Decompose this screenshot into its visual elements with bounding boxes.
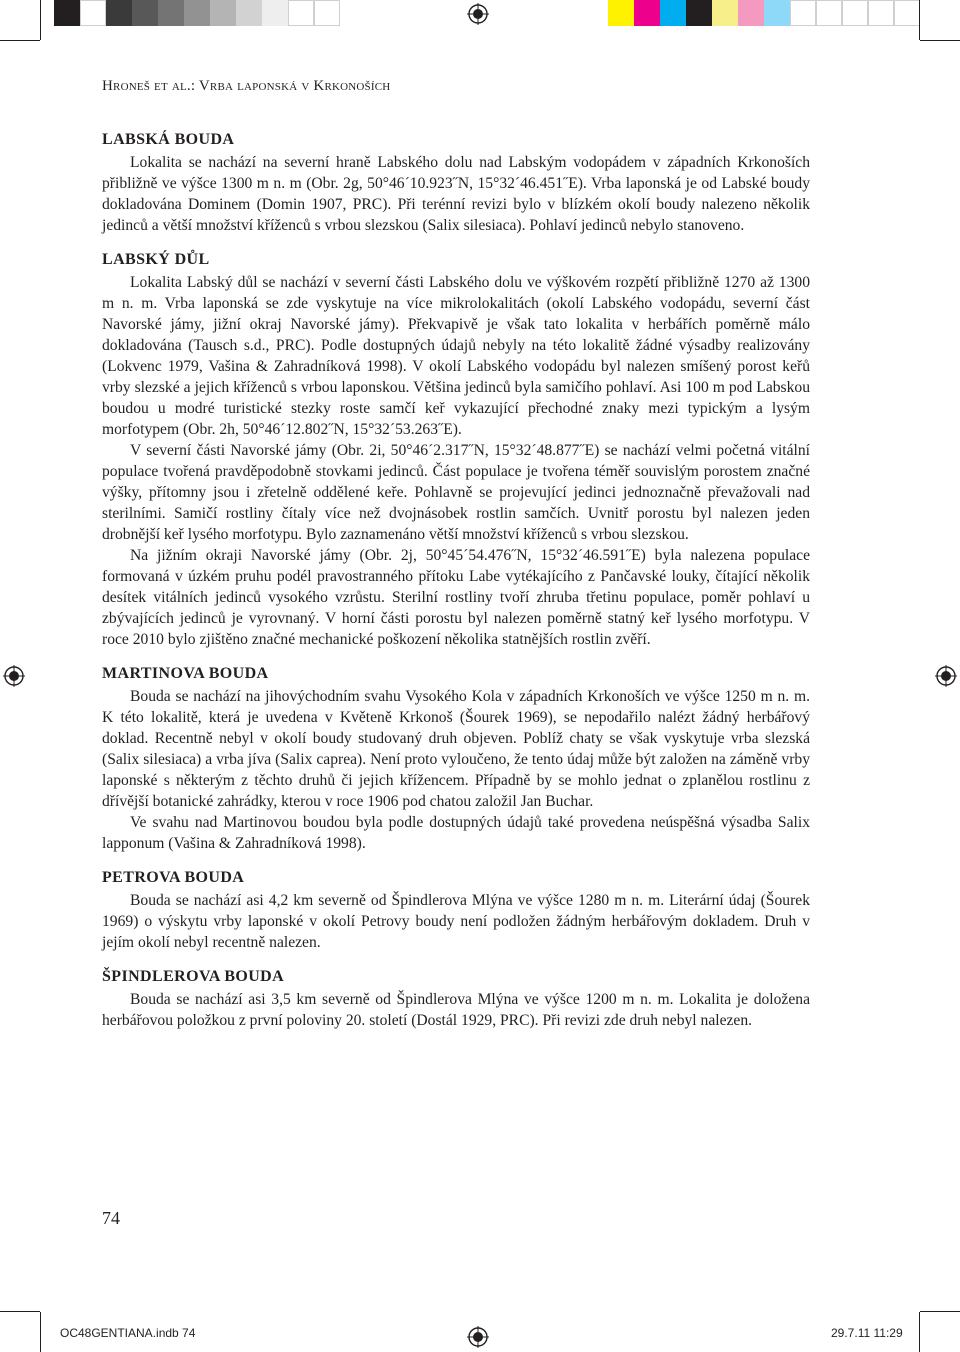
registration-mark-top-icon xyxy=(467,3,489,25)
section-heading: MARTINOVA BOUDA xyxy=(102,665,269,682)
registration-mark-bottom-icon xyxy=(467,1326,489,1348)
color-swatch xyxy=(608,0,634,26)
color-calibration-bar xyxy=(608,0,920,26)
color-swatch xyxy=(634,0,660,26)
crop-mark xyxy=(919,1312,920,1352)
paragraph: Na jižním okraji Navorské jámy (Obr. 2j, 50°45´54.476˝N, 15°32´46.591˝E) byla nalezena populace formovaná v úzkém pruhu podél pravostranného přítoku Labe vytékajícího z Pančavské louky, čítající několik desítek vitálních jedinců vysokého vzrůstu. Sterilní rostliny tvoří zhruba třetinu populace, poměr pohlaví u zbývajících jedinců je vyrovnaný. V horní části porostu byl nalezen poměrně statný keř lysého morfotypu. V roce 2010 bylo zjištěno značné mechanické poškození několika statnějších rostlin zvěří. xyxy=(102,547,810,648)
color-swatch xyxy=(816,0,842,26)
color-swatch xyxy=(314,0,340,26)
crop-mark xyxy=(920,1311,960,1312)
section-labsky-dul xyxy=(102,248,810,650)
section-spindlerova-bouda xyxy=(102,965,810,1031)
color-swatch xyxy=(288,0,314,26)
color-swatch xyxy=(842,0,868,26)
paragraph: Lokalita Labský důl se nachází v severní části Labského dolu ve výškovém rozpětí přibližně 1270 až 1300 m n. m. Vrba laponská se zde vyskytuje na více mikrolokalitách (okolí Labského vodopádu, severní část Navorské jámy, jižní okraj Navorské jámy). Překvapivě je však tato lokalita v herbářích poměrně málo dokladována (Tausch s.d., PRC). Podle dostupných údajů nebyly na této lokalitě žádné výsadby realizovány (Lokvenc 1979, Vašina & Zahradníková 1998). V okolí Labského vodopádu byl nalezen smíšený porost keřů vrby slezské a jejich kříženců s vrbou laponskou. Většina jedinců byla samičího pohlaví. Asi 100 m pod Labskou boudou u modré turistické stezky roste samčí keř vykazující přechodné znaky mezi typickým a lysým morfotypem (Obr. 2h, 50°46´12.802˝N, 15°32´53.263˝E). xyxy=(102,274,810,438)
color-swatch xyxy=(738,0,764,26)
article-body xyxy=(102,128,810,1043)
paragraph: Bouda se nachází asi 4,2 km severně od Špindlerova Mlýna ve výšce 1280 m n. m. Literární údaj (Šourek 1969) o výskytu vrby laponské v okolí Petrovy boudy není podložen žádným herbářovým dokladem. Druh v jejím okolí nebyl recentně nalezen. xyxy=(102,892,810,951)
registration-mark-right-icon xyxy=(935,665,957,687)
print-slug-timestamp: 29.7.11 11:29 xyxy=(831,1326,903,1340)
color-swatch xyxy=(184,0,210,26)
section-martinova-bouda xyxy=(102,662,810,854)
color-swatch xyxy=(236,0,262,26)
paragraph: Bouda se nachází na jihovýchodním svahu Vysokého Kola v západních Krkonoších ve výšce 1250 m n. m. K této lokalitě, která je uvedena v Květeně Krkonoš (Šourek 1969), se nepodařilo nalézt žádný herbářový doklad. Recentně nebyl v okolí boudy studovaný druh objeven. Poblíž chaty se však vyskytuje vrba slezská (Salix silesiaca) a vrba jíva (Salix caprea). Není proto vyloučeno, že tento údaj může být založen na záměně vrby laponské s některým z těchto druhů či jejich křížencem. Případně by se mohlo jednat o zplanělou rostlinu z dřívější botanické zahrádky, kterou v roce 1906 pod chatou založil Jan Buchar. xyxy=(102,688,810,810)
color-swatch xyxy=(132,0,158,26)
color-swatch xyxy=(686,0,712,26)
color-swatch xyxy=(106,0,132,26)
page-number: 74 xyxy=(102,1208,120,1228)
crop-mark xyxy=(0,1311,40,1312)
paragraph: Bouda se nachází asi 3,5 km severně od Špindlerova Mlýna ve výšce 1200 m n. m. Lokalita je doložena herbářovou položkou z první poloviny 20. století (Dostál 1929, PRC). Při revizi zde druh nebyl nalezen. xyxy=(102,991,810,1029)
color-swatch xyxy=(764,0,790,26)
paragraph: Ve svahu nad Martinovou boudou byla podle dostupných údajů také provedena neúspěšná výsadba Salix lapponum (Vašina & Zahradníková 1998). xyxy=(102,814,810,852)
crop-mark xyxy=(919,0,920,40)
paragraph: Lokalita se nachází na severní hraně Labského dolu nad Labským vodopádem v západních Krkonoších přibližně ve výšce 1300 m n. m (Obr. 2g, 50°46´10.923˝N, 15°32´46.451˝E). Vrba laponská je od Labské boudy dokladována Dominem (Domin 1907, PRC). Při terénní revizi bylo v blízkém okolí boudy nalezeno několik jedinců a větší množství kříženců s vrbou slezskou (Salix silesiaca). Pohlaví jedinců nebylo stanoveno. xyxy=(102,154,810,234)
crop-mark xyxy=(0,40,40,41)
color-swatch xyxy=(80,0,106,26)
registration-mark-left-icon xyxy=(3,665,25,687)
color-swatch xyxy=(158,0,184,26)
color-swatch xyxy=(262,0,288,26)
section-heading: PETROVA BOUDA xyxy=(102,869,245,886)
grayscale-calibration-bar xyxy=(54,0,340,26)
print-slug-filename: OC48GENTIANA.indb 74 xyxy=(60,1326,196,1340)
color-swatch xyxy=(868,0,894,26)
section-labska-bouda xyxy=(102,128,810,236)
color-swatch xyxy=(790,0,816,26)
color-swatch xyxy=(660,0,686,26)
crop-mark xyxy=(920,40,960,41)
color-swatch xyxy=(894,0,920,26)
section-petrova-bouda xyxy=(102,866,810,953)
section-heading: ŠPINDLEROVA BOUDA xyxy=(102,968,285,985)
section-heading: LABSKÁ BOUDA xyxy=(102,131,235,148)
crop-mark xyxy=(40,1312,41,1352)
crop-mark xyxy=(40,0,41,40)
color-swatch xyxy=(54,0,80,26)
color-swatch xyxy=(210,0,236,26)
running-header: Hroneš et al.: Vrba laponská v Krkonoších xyxy=(102,78,391,94)
paragraph: V severní části Navorské jámy (Obr. 2i, 50°46´2.317˝N, 15°32´48.877˝E) se nachází velmi početná vitální populace tvořená pravděpodobně stovkami jedinců. Část populace je tvořena téměř souvislým porostem značné výšky, přítomny jsou i zřetelně oddělené keře. Pohlavně se projevující jedinci jednoznačně převažovali nad sterilními. Samičí rostliny čítaly více než dvojnásobek rostlin samčích. Uvnitř porostu byl nalezen jeden drobnější keř lysého morfotypu. Bylo zaznamenáno větší množství kříženců s vrbou slezskou. xyxy=(102,442,810,543)
section-heading: LABSKÝ DŮL xyxy=(102,251,210,268)
color-swatch xyxy=(712,0,738,26)
